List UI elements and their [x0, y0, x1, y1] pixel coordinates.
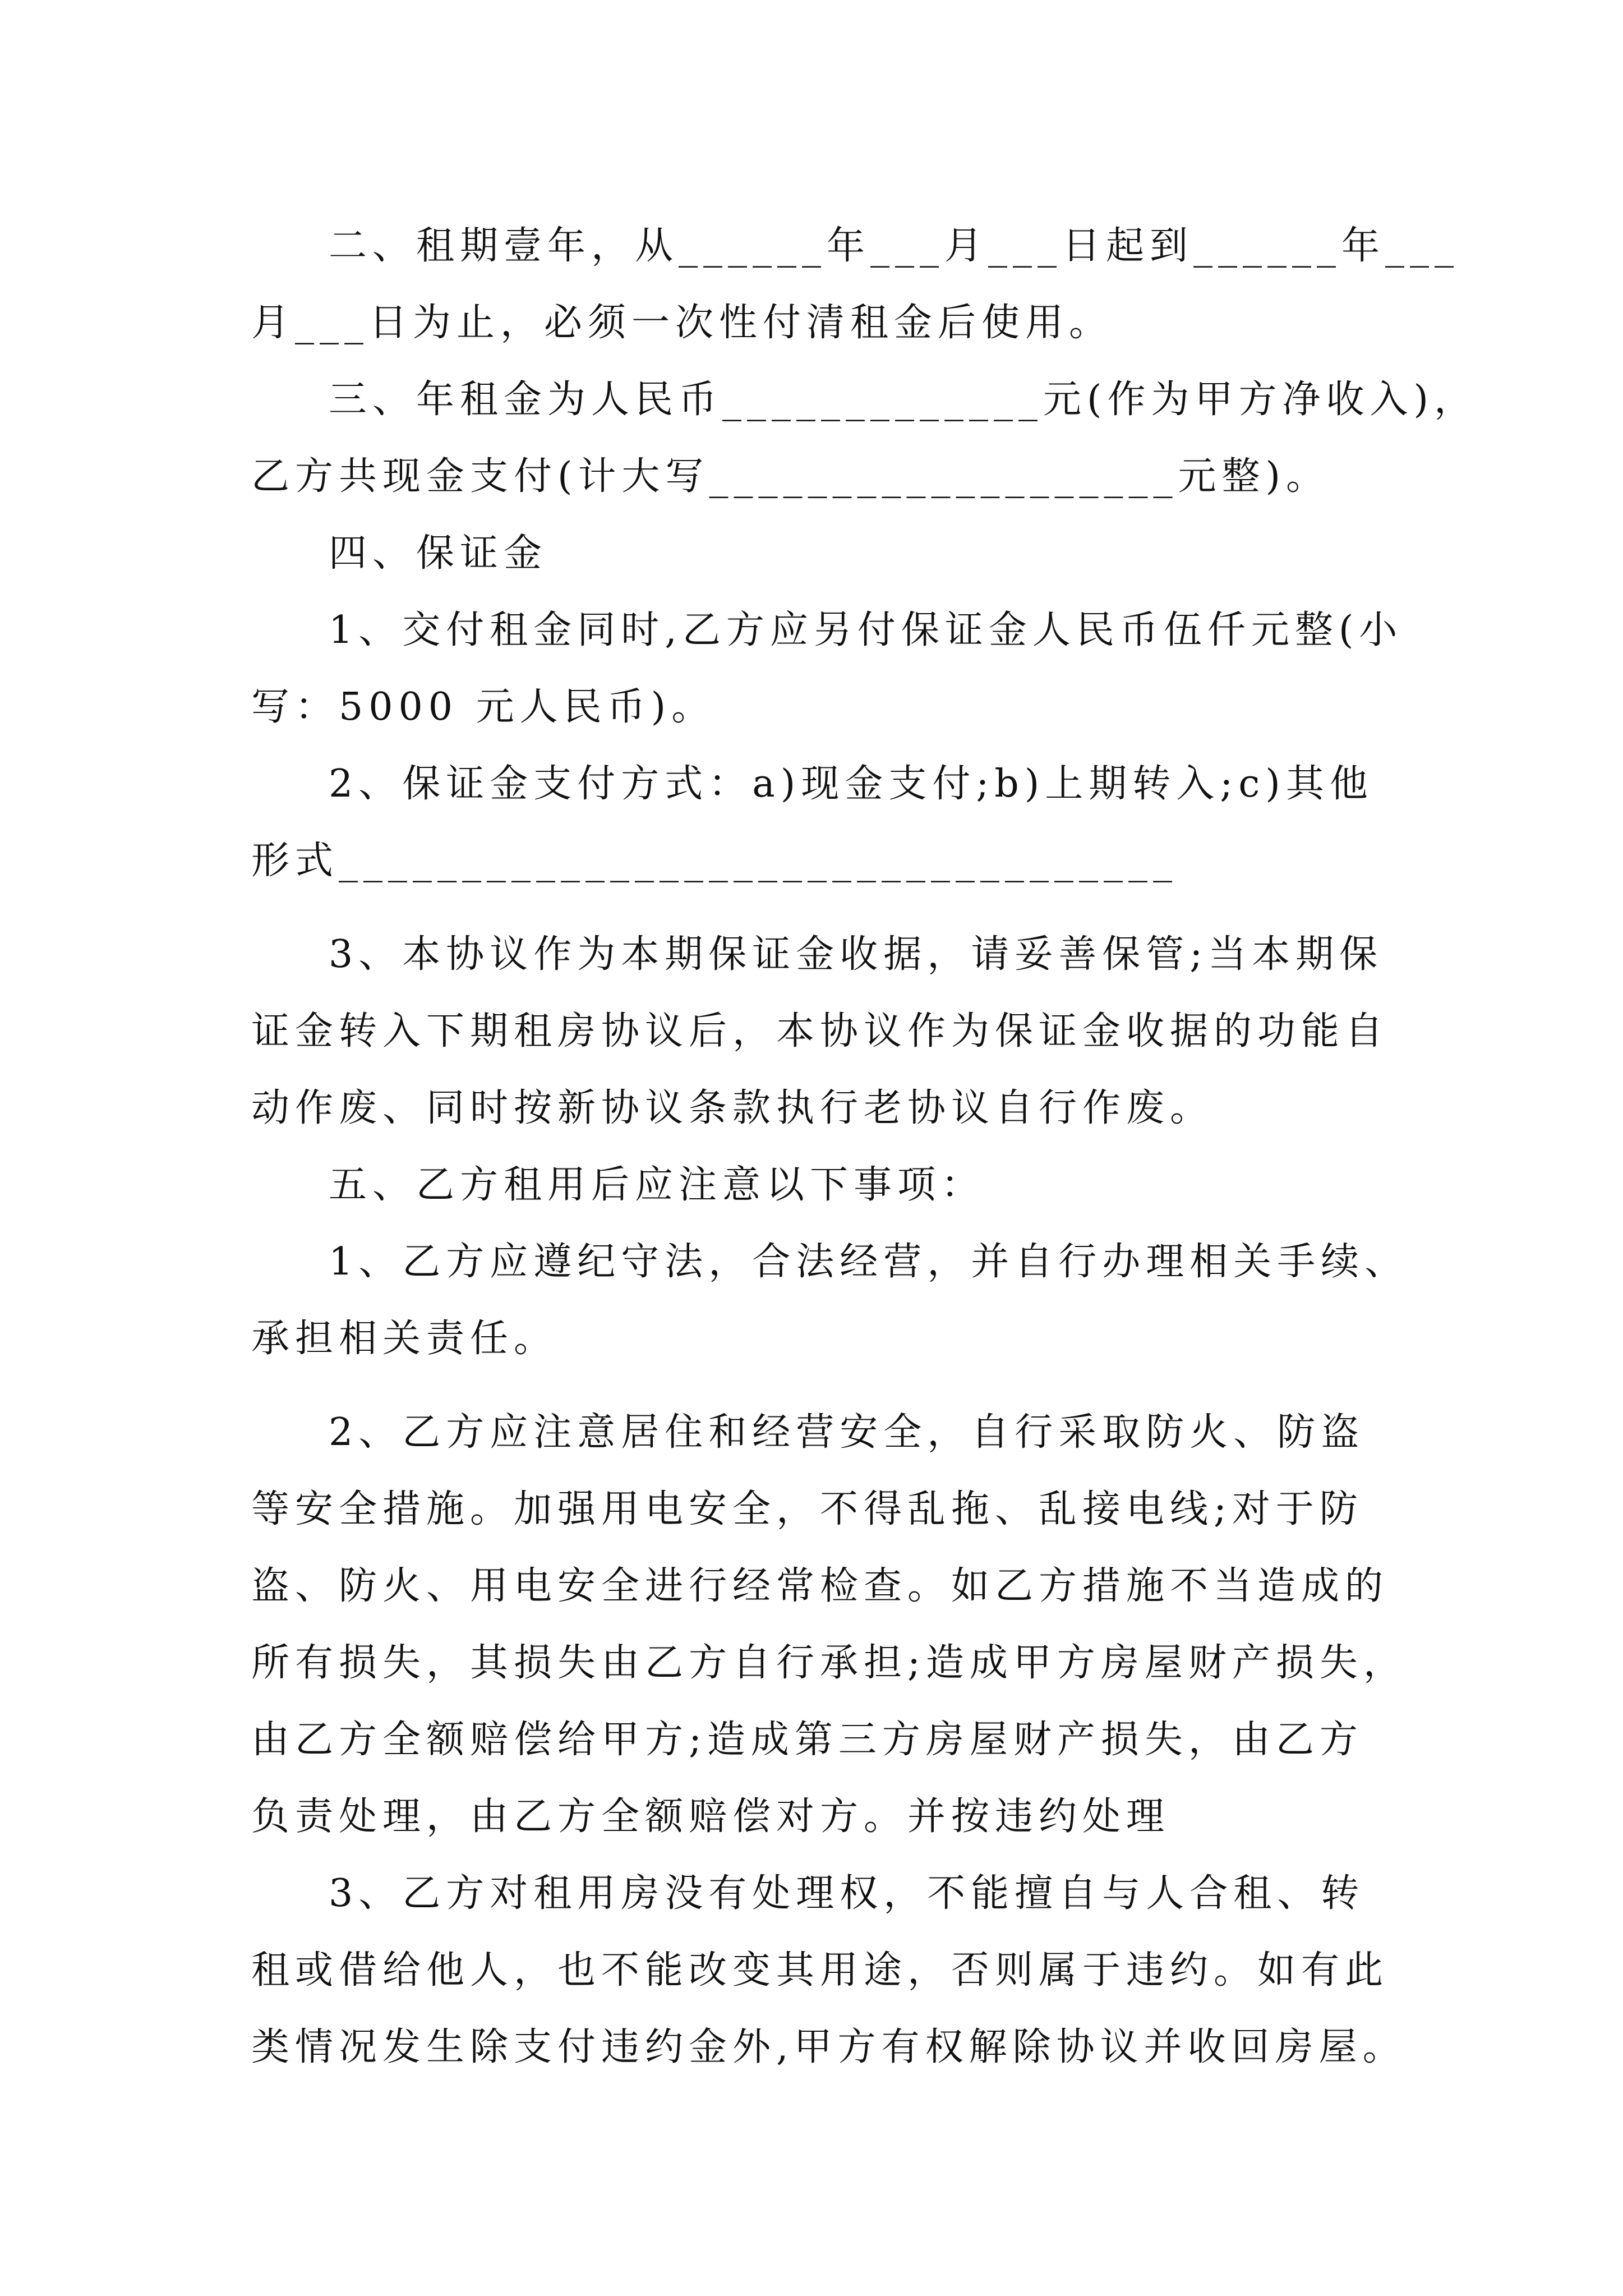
- clause-4-2-line-1: 2、保证金支付方式：a)现金支付;b)上期转入;c)其他: [329, 762, 1373, 806]
- clause-5-1-line-1: 1、乙方应遵纪守法，合法经营，并自行办理相关手续、: [329, 1240, 1409, 1284]
- clause-4-2-line-2: 形式__________________________________: [251, 839, 1178, 883]
- clause-5-2-line-1: 2、乙方应注意居住和经营安全，自行采取防火、防盗: [329, 1410, 1365, 1455]
- document-page: [251, 208, 1478, 2086]
- clause-4-heading: 四、保证金: [329, 531, 548, 576]
- clause-5-3-line-3: 类情况发生除支付违约金外,甲方有权解除协议并收回房屋。: [251, 2025, 1407, 2069]
- clause-2-line-2: 月___日为止，必须一次性付清租金后使用。: [251, 301, 1113, 345]
- clause-5-2-line-3: 盗、防火、用电安全进行经常检查。如乙方措施不当造成的: [251, 1564, 1389, 1608]
- clause-5-3-line-1: 3、乙方对租用房没有处理权，不能擅自与人合租、转: [329, 1871, 1365, 1916]
- clause-4-3-line-1: 3、本协议作为本期保证金收据，请妥善保管;当本期保: [329, 932, 1384, 977]
- clause-4-3-line-3: 动作废、同时按新协议条款执行老协议自行作废。: [251, 1086, 1214, 1130]
- clause-3-line-1: 三、年租金为人民币_____________元(作为甲方净收入)，: [329, 378, 1478, 422]
- clause-5-2-line-2: 等安全措施。加强用电安全，不得乱拖、乱接电线;对于防: [251, 1487, 1363, 1531]
- clause-4-3-line-2: 证金转入下期租房协议后，本协议作为保证金收据的功能自: [251, 1009, 1389, 1053]
- paragraph-gap: [251, 1377, 1423, 1394]
- clause-3-line-2: 乙方共现金支付(计大写___________________元整)。: [251, 454, 1330, 499]
- clause-5-2-line-4: 所有损失，其损失由乙方自行承担;造成甲方房屋财产损失，: [251, 1641, 1407, 1685]
- clause-5-2-line-6: 负责处理，由乙方全额赔偿对方。并按违约处理: [251, 1795, 1170, 1839]
- paragraph-gap: [251, 899, 1423, 916]
- clause-5-2-line-5: 由乙方全额赔偿给甲方;造成第三方房屋财产损失，由乙方: [251, 1718, 1363, 1762]
- clause-5-heading: 五、乙方租用后应注意以下事项：: [329, 1163, 985, 1207]
- clause-5-3-line-2: 租或借给他人，也不能改变其用途，否则属于违约。如有此: [251, 1948, 1389, 1993]
- clause-4-1-line-1: 1、交付租金同时,乙方应另付保证金人民币伍仟元整(小: [329, 608, 1403, 652]
- clause-5-1-line-2: 承担相关责任。: [251, 1317, 558, 1361]
- clause-2-line-1: 二、租期壹年，从______年___月___日起到______年___: [329, 224, 1460, 268]
- clause-4-1-line-2: 写：5000 元人民币)。: [251, 685, 716, 729]
